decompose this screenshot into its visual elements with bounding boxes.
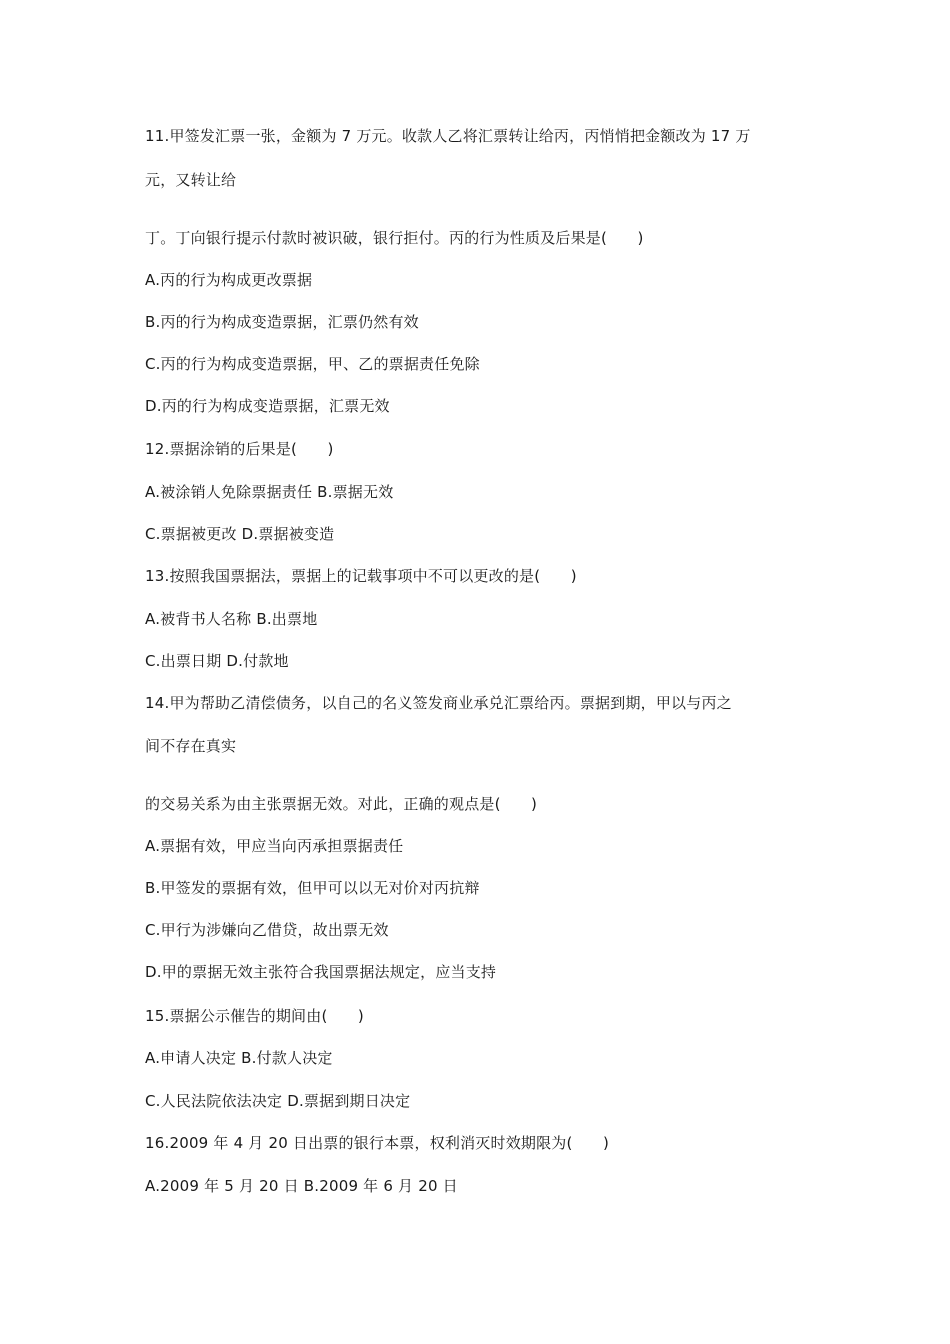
question-11-line-1: 11.甲签发汇票一张，金额为 7 万元。收款人乙将汇票转让给丙，丙悄悄把金额改为 17 万: [145, 127, 751, 145]
question-11-option-c: C.丙的行为构成变造票据，甲、乙的票据责任免除: [145, 355, 480, 373]
question-16: 16.2009 年 4 月 20 日出票的银行本票，权利消灭时效期限为( ): [145, 1134, 610, 1152]
question-14-option-a: A.票据有效，甲应当向丙承担票据责任: [145, 837, 404, 855]
question-14-line-2: 间不存在真实: [145, 737, 237, 755]
question-13-options-ab: A.被背书人名称 B.出票地: [145, 610, 318, 628]
question-16-options-ab: A.2009 年 5 月 20 日 B.2009 年 6 月 20 日: [145, 1177, 458, 1195]
question-15-options-cd: C.人民法院依法决定 D.票据到期日决定: [145, 1092, 411, 1110]
question-11-option-b: B.丙的行为构成变造票据，汇票仍然有效: [145, 313, 419, 331]
question-15-options-ab: A.申请人决定 B.付款人决定: [145, 1049, 333, 1067]
question-13-options-cd: C.出票日期 D.付款地: [145, 652, 289, 670]
question-14-option-b: B.甲签发的票据有效，但甲可以以无对价对丙抗辩: [145, 879, 480, 897]
question-14-line-1: 14.甲为帮助乙清偿债务，以自己的名义签发商业承兑汇票给丙。票据到期，甲以与丙之: [145, 694, 732, 712]
question-14-line-3: 的交易关系为由主张票据无效。对此，正确的观点是( ): [145, 795, 538, 813]
question-14-option-d: D.甲的票据无效主张符合我国票据法规定，应当支持: [145, 963, 497, 981]
question-12-options-ab: A.被涂销人免除票据责任 B.票据无效: [145, 483, 394, 501]
question-12-options-cd: C.票据被更改 D.票据被变造: [145, 525, 335, 543]
question-11-line-3: 丁。丁向银行提示付款时被识破，银行拒付。丙的行为性质及后果是( ): [145, 229, 644, 247]
question-11-line-2: 元，又转让给: [145, 171, 237, 189]
question-11-option-d: D.丙的行为构成变造票据，汇票无效: [145, 397, 390, 415]
question-12: 12.票据涂销的后果是( ): [145, 440, 334, 458]
question-15: 15.票据公示催告的期间由( ): [145, 1007, 364, 1025]
question-11-option-a: A.丙的行为构成更改票据: [145, 271, 313, 289]
question-13: 13.按照我国票据法，票据上的记载事项中不可以更改的是( ): [145, 567, 577, 585]
question-14-option-c: C.甲行为涉嫌向乙借贷，故出票无效: [145, 921, 389, 939]
